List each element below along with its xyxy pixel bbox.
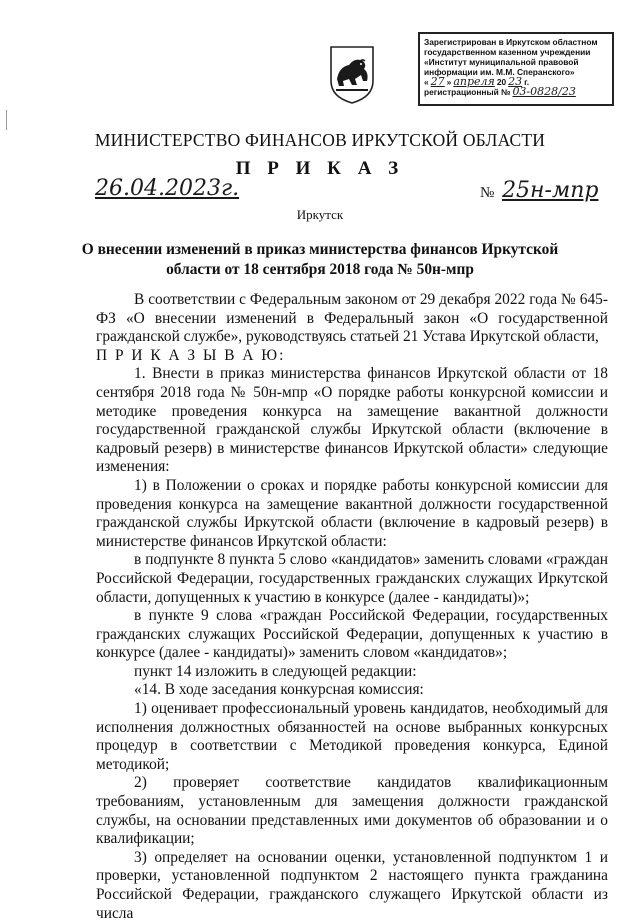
paragraph: В соответствии с Федеральным законом от 29 декабря 2022 года № 645-ФЗ «О внесении изменений в Федеральный закон «О государственной гражданской службе», руководствуясь статьей 21 Устава Иркутской области, [96,291,608,346]
stamp-line: информации им. М.М. Сперанского» [424,67,575,77]
stamp-reg-number: 03-0828/23 [512,85,576,98]
paragraph: пункт 14 изложить в следующей редакции: [134,662,417,680]
coat-of-arms-icon [327,45,377,105]
order-word: П Р И К А З Ы В А Ю: [96,346,286,364]
paragraph: в подпункте 8 пункта 5 слово «кандидатов» заменить словами «граждан Российской Федерации, государственных гражданских служащих Иркутской области, допущенных к участию в конкурсе (далее - кандидаты)»; [96,551,608,606]
document-body [96,291,608,923]
stamp-line: «Институт муниципальной правовой [424,57,579,67]
stamp-month: апреля [453,75,495,88]
number-value: 25н-мпр [502,178,599,203]
document-date: 26.04.2023г. [95,176,240,201]
paragraph: в пункте 9 слова «граждан Российской Федерации, государственных гражданских служащих Российской Федерации, допущенных к участию в конкурсе (далее - кандидаты)» заменить словом «кандидатов»; [96,607,608,662]
registration-stamp [418,32,614,106]
paragraph: 1) оценивает профессиональный уровень кандидатов, необходимый для исполнения должностных обязанностей на основе выбранных конкурсных процедур в соответствии с Методикой проведения конкурса, Единой методикой; [96,700,608,773]
paragraph: «14. В ходе заседания конкурсная комиссия: [134,681,424,699]
stamp-registration-line [424,87,608,97]
paragraph: 1) в Положении о сроках и порядке работы конкурсной комиссии для проведения конкурса на замещение вакантной должности государственной гражданской службы Иркутской области (включение в кадровый резерв) в министерстве финансов Иркутской области: [96,476,608,550]
stamp-line: государственном казенном учреждении [424,47,591,57]
stamp-year-end: г. [524,77,530,87]
stamp-line: Зарегистрирован в Иркутском областном [424,37,598,47]
scan-margin-mark [6,110,9,130]
number-label: № [480,185,495,201]
document-type-heading: П Р И К А З [235,158,405,179]
paragraph: 2) проверяет соответствие кандидатов квалификационным требованиям, установленным для замещения должности гражданской службы, на основании представленных ими документов об образовании и о квалификации; [96,774,608,848]
stamp-year-suffix: 23 [508,75,523,88]
stamp-day: 27 [430,75,445,88]
city-label: Иркутск [296,207,344,222]
document-number [480,178,598,203]
stamp-date-line: « 27 » апреля 20 23 г. [424,75,530,88]
paragraph: 1. Внести в приказ министерства финансов Иркутской области от 18 сентября 2018 года № 50н-мпр «О порядке работы конкурсной комиссии и методике проведения конкурса на замещение вакантной должности государственной гражданской службы Иркутской области (включение в кадровый резерв) в министерстве финансов Иркутской области» следующие изменения: [96,365,608,476]
document-title: О внесении изменений в приказ министерства финансов Иркутской области от 18 сентября 2018 года № 50н-мпр [81,241,559,278]
stamp-reg-label: регистрационный № [424,87,511,97]
paragraph: 3) определяет на основании оценки, установленной подпунктом 1 и проверки, установленной подпунктом 2 настоящего пункта гражданина Российской Федерации, гражданского служащего Иркутской области из числа [96,848,608,922]
ministry-heading: МИНИСТЕРСТВО ФИНАНСОВ ИРКУТСКОЙ ОБЛАСТИ [94,130,546,150]
stamp-year-prefix: 20 [496,77,507,87]
